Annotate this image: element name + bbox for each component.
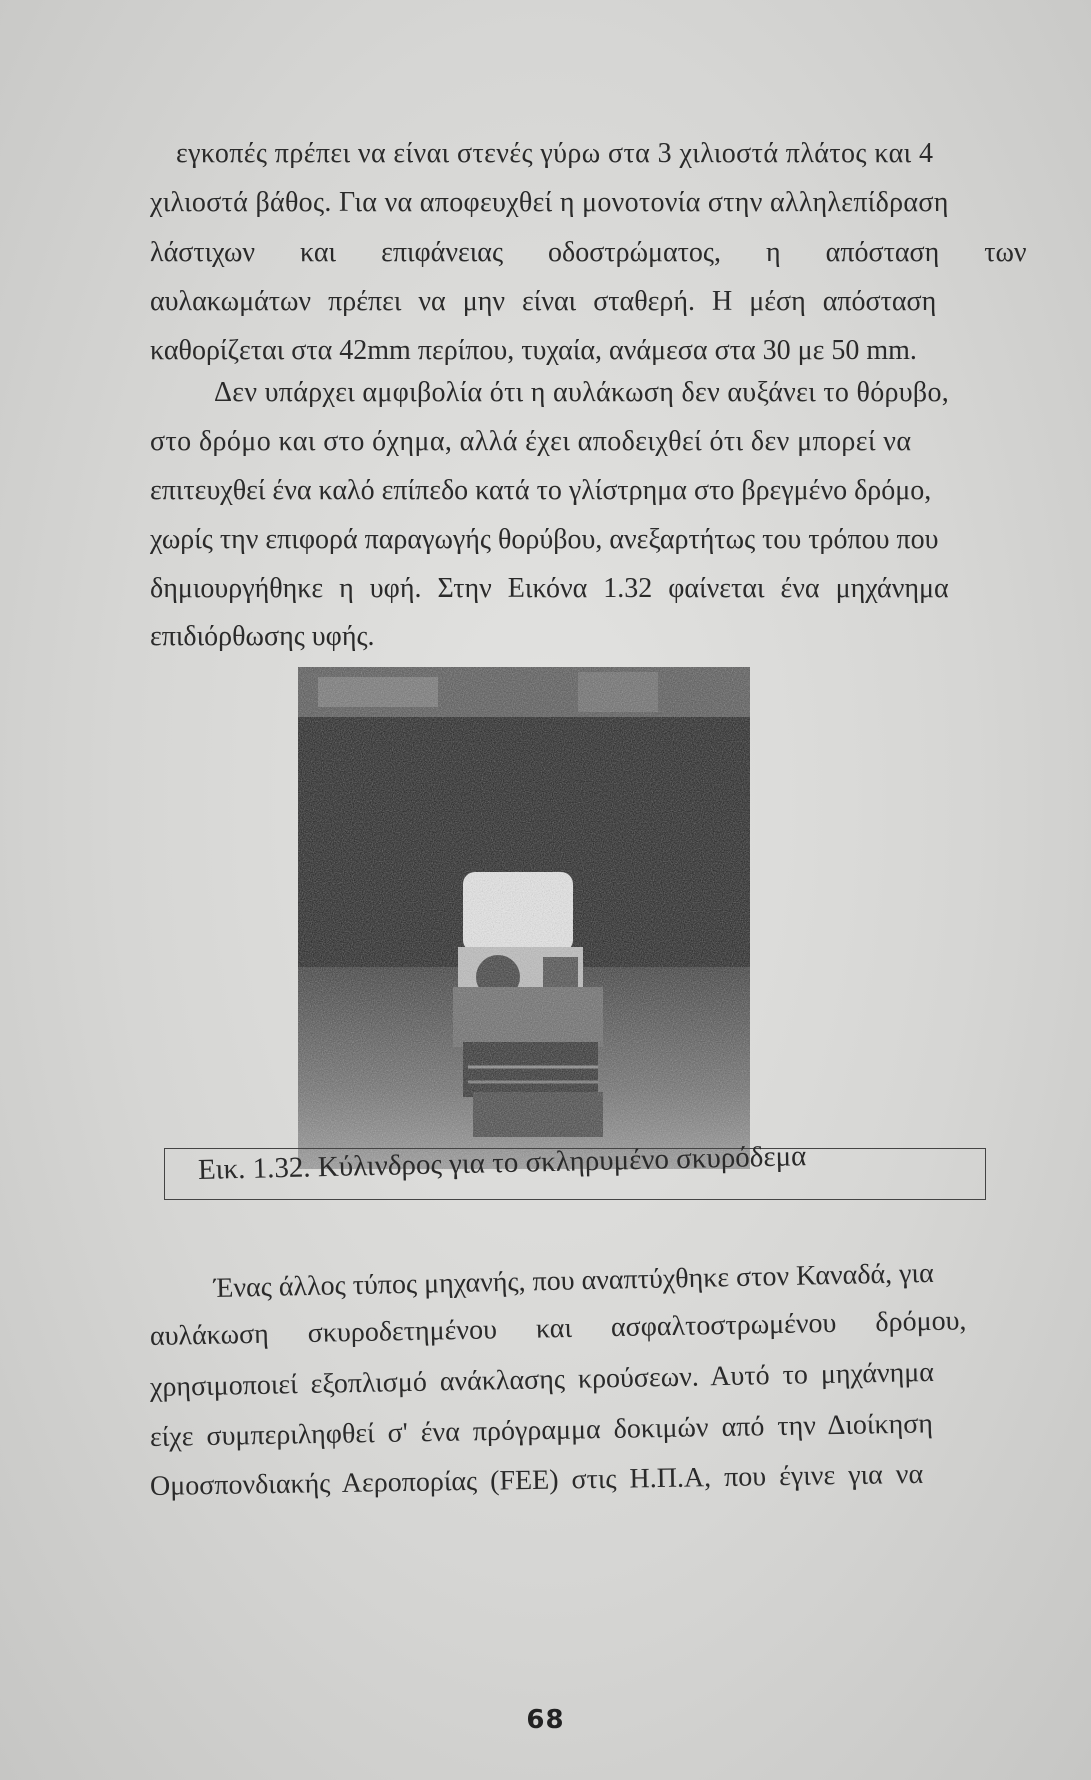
text-line: δημιουργήθηκε η υφή. Στην Εικόνα 1.32 φαίνεται ένα μηχάνημα	[150, 573, 949, 604]
page-number: 68	[526, 1705, 565, 1735]
text-line: Ένας άλλος τύπος μηχανής, που αναπτύχθηκε στον Καναδά, για	[213, 1257, 935, 1304]
text-line: αυλάκωση σκυροδετημένου και ασφαλτοστρωμένου δρόμου,	[149, 1305, 967, 1352]
text-line: Δεν υπάρχει αμφιβολία ότι η αυλάκωση δεν αυξάνει το θόρυβο,	[214, 377, 950, 408]
photo-illustration	[298, 667, 750, 1169]
text-line: αυλακωμάτων πρέπει να μην είναι σταθερή. Η μέση απόσταση	[150, 286, 937, 317]
text-line: λάστιχων και επιφάνειας οδοστρώματος, η απόσταση των	[150, 237, 1027, 268]
text-line: επιδιόρθωσης υφής.	[150, 621, 375, 652]
text-line: χωρίς την επιφορά παραγωγής θορύβου, ανεξαρτήτως του τρόπου που	[150, 524, 939, 555]
text-line: Ομοσπονδιακής Αεροπορίας (FEE) στις Η.Π.Α, που έγινε για να	[149, 1458, 924, 1502]
text-line: χιλιοστά βάθος. Για να αποφευχθεί η μονοτονία στην αλληλεπίδραση	[150, 187, 949, 218]
machine-photo	[298, 667, 750, 1169]
text-line: χρησιμοποιεί εξοπλισμό ανάκλασης κρούσεων. Αυτό το μηχάνημα	[149, 1356, 935, 1403]
text-line: είχε συμπεριληφθεί σ' ένα πρόγραμμα δοκιμών από την Διοίκηση	[149, 1408, 934, 1453]
text-line: εγκοπές πρέπει να είναι στενές γύρω στα 3 χιλιοστά πλάτος και 4	[176, 138, 934, 169]
text-line: επιτευχθεί ένα καλό επίπεδο κατά το γλίστρημα στο βρεγμένο δρόμο,	[150, 475, 932, 506]
figure-caption: Εικ. 1.32. Κύλινδρος για το σκληρυμένο σκυρόδεμα	[197, 1140, 807, 1186]
text-line: στο δρόμο και στο όχημα, αλλά έχει αποδειχθεί ότι δεν μπορεί να	[150, 426, 912, 457]
text-line: καθορίζεται στα 42mm περίπου, τυχαία, ανάμεσα στα 30 με 50 mm.	[150, 335, 917, 366]
